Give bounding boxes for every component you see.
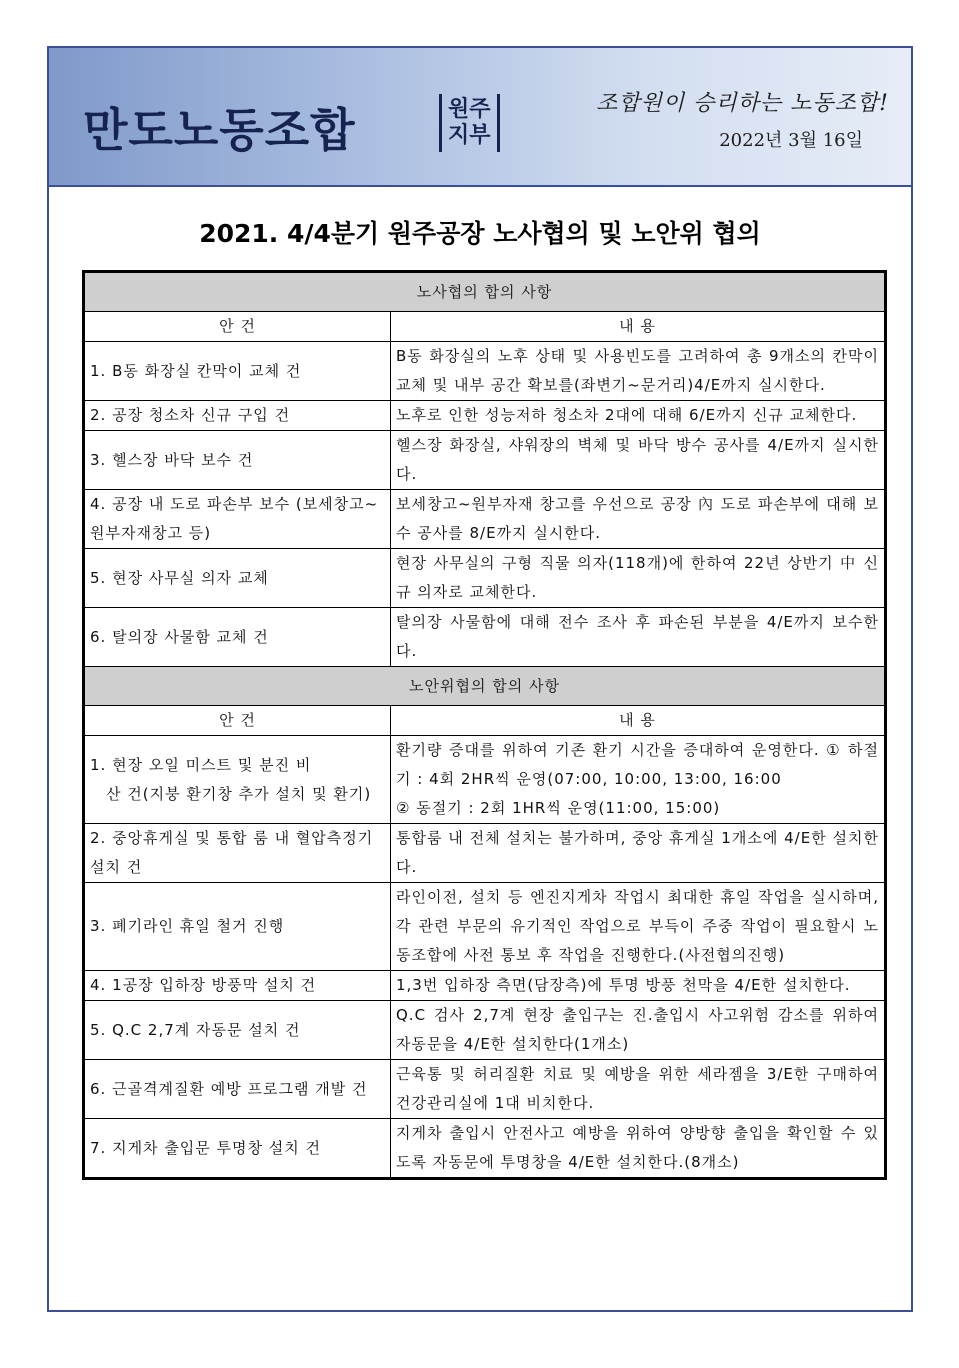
table-row	[84, 342, 886, 401]
section-2-heading: 노안위협의 합의 사항	[84, 667, 886, 706]
table-row	[84, 736, 886, 824]
issue-date: 2022년 3월 16일	[719, 130, 863, 151]
table-row	[84, 883, 886, 971]
agreement-table	[82, 270, 887, 1180]
branch-line-1: 원주	[448, 97, 491, 122]
row-content: 근육통 및 허리질환 치료 및 예방을 위한 세라젬을 3/E한 구매하여 건강관리실에 1대 비치한다.	[391, 1060, 886, 1119]
row-item: 5. 현장 사무실 의자 교체	[84, 549, 391, 608]
row-item: 1. B동 화장실 칸막이 교체 건	[84, 342, 391, 401]
column-header-item: 안 건	[84, 312, 391, 342]
row-item: 4. 1공장 입하장 방풍막 설치 건	[84, 971, 391, 1001]
table-row	[84, 1001, 886, 1060]
row-content: B동 화장실의 노후 상태 및 사용빈도를 고려하여 총 9개소의 칸막이 교체 및 내부 공간 확보를(좌변기~문거리)4/E까지 실시한다.	[391, 342, 886, 401]
row-item-line: 1. 현장 오일 미스트 및 분진 비	[90, 755, 312, 774]
slogan: 조합원이 승리하는 노동조합!	[596, 91, 889, 116]
table-row	[84, 824, 886, 883]
section-1-heading-row	[84, 272, 886, 312]
table-row	[84, 1060, 886, 1119]
section-1-column-headers	[84, 312, 886, 342]
page-title: 2021. 4/4분기 원주공장 노사협의 및 노안위 협의	[199, 219, 761, 248]
table-row	[84, 608, 886, 667]
document-frame	[47, 46, 913, 1312]
row-content: 지게차 출입시 안전사고 예방을 위하여 양방향 출입을 확인할 수 있도록 자동문에 투명창을 4/E한 설치한다.(8개소)	[391, 1119, 886, 1179]
row-item	[84, 736, 391, 824]
row-content: Q.C 검사 2,7계 현장 출입구는 진.출입시 사고위험 감소를 위하여 자동문을 4/E한 설치한다(1개소)	[391, 1001, 886, 1060]
section-2-heading-row	[84, 667, 886, 706]
row-item: 2. 중앙휴게실 및 통합 룸 내 혈압측정기 설치 건	[84, 824, 391, 883]
row-item: 6. 탈의장 사물함 교체 건	[84, 608, 391, 667]
row-content: 보세창고~원부자재 창고를 우선으로 공장 內 도로 파손부에 대해 보수 공사를 8/E까지 실시한다.	[391, 490, 886, 549]
table-row	[84, 549, 886, 608]
row-item: 3. 헬스장 바닥 보수 건	[84, 431, 391, 490]
table-row	[84, 971, 886, 1001]
row-content: 통합룸 내 전체 설치는 불가하며, 중앙 휴게실 1개소에 4/E한 설치한다.	[391, 824, 886, 883]
row-content: 노후로 인한 성능저하 청소차 2대에 대해 6/E까지 신규 교체한다.	[391, 401, 886, 431]
row-content: 1,3번 입하장 측면(담장측)에 투명 방풍 천막을 4/E한 설치한다.	[391, 971, 886, 1001]
row-content	[391, 736, 886, 824]
row-content: 헬스장 화장실, 샤워장의 벽체 및 바닥 방수 공사를 4/E까지 실시한다.	[391, 431, 886, 490]
row-item-line: 산 건(지붕 환기창 추가 설치 및 환기)	[106, 784, 372, 803]
branch-line-2: 지부	[448, 123, 491, 148]
table-row	[84, 401, 886, 431]
row-content-line: ② 동절기 : 2회 1HR씩 운영(11:00, 15:00)	[396, 799, 721, 817]
section-1-heading: 노사협의 합의 사항	[84, 272, 886, 312]
table-row	[84, 431, 886, 490]
union-logo-text: 만도노동조합	[83, 103, 356, 157]
newsletter-header	[49, 48, 911, 187]
table-row	[84, 1119, 886, 1179]
row-item: 6. 근골격계질환 예방 프로그램 개발 건	[84, 1060, 391, 1119]
column-header-content: 내 용	[391, 706, 886, 736]
row-item: 3. 폐기라인 휴일 철거 진행	[84, 883, 391, 971]
row-content: 라인이전, 설치 등 엔진지게차 작업시 최대한 휴일 작업을 실시하며, 각 관련 부문의 유기적인 작업으로 부득이 주중 작업이 필요할시 노동조합에 사전 통보 후 작업을 진행한다.(사전협의진행)	[391, 883, 886, 971]
row-item: 4. 공장 내 도로 파손부 보수 (보세창고~원부자재창고 등)	[84, 490, 391, 549]
row-content: 현장 사무실의 구형 직물 의자(118개)에 한하여 22년 상반기 中 신규 의자로 교체한다.	[391, 549, 886, 608]
branch-label	[439, 94, 500, 152]
row-item: 7. 지게차 출입문 투명창 설치 건	[84, 1119, 391, 1179]
row-item: 2. 공장 청소차 신규 구입 건	[84, 401, 391, 431]
column-header-content: 내 용	[391, 312, 886, 342]
column-header-item: 안 건	[84, 706, 391, 736]
row-content: 탈의장 사물함에 대해 전수 조사 후 파손된 부분을 4/E까지 보수한다.	[391, 608, 886, 667]
section-2-column-headers	[84, 706, 886, 736]
row-item: 5. Q.C 2,7계 자동문 설치 건	[84, 1001, 391, 1060]
row-content-line: 환기량 증대를 위하여 기존 환기 시간을 증대하여 운영한다. ① 하절기 : 4회 2HR씩 운영(07:00, 10:00, 13:00, 16:00	[396, 741, 879, 788]
table-row	[84, 490, 886, 549]
